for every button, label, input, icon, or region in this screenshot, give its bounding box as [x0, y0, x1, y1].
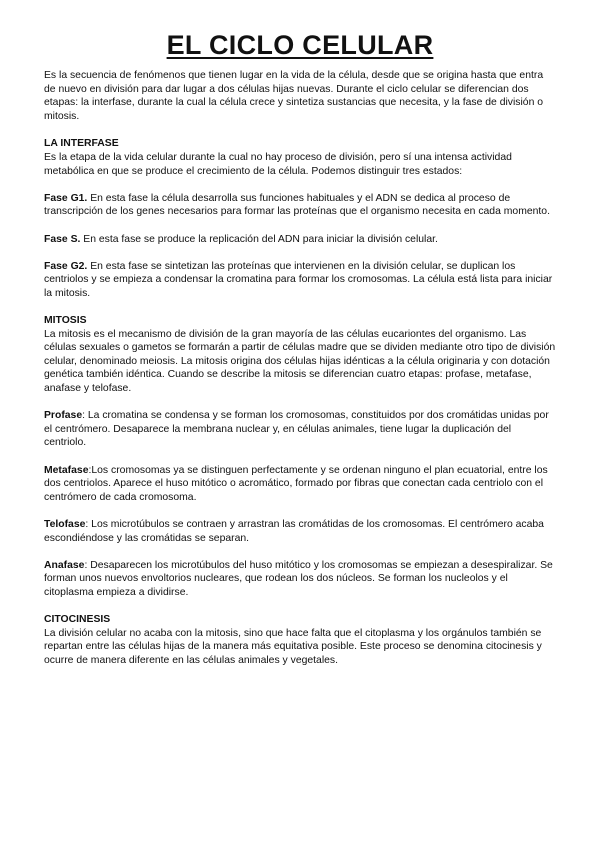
- metafase-term: Metafase: [44, 464, 89, 476]
- anafase-term: Anafase: [44, 559, 85, 571]
- section-heading-mitosis: MITOSIS: [44, 315, 87, 327]
- section-heading-citocinesis: CITOCINESIS: [44, 614, 111, 626]
- interfase-paragraph: Es la etapa de la vida celular durante la cual no hay proceso de división, pero sí una intensa actividad metabólica en que se produce el crecimiento de la célula. Podemos distinguir tres estados:: [44, 151, 512, 177]
- fase-s-term: Fase S.: [44, 233, 81, 245]
- fase-s-paragraph: [44, 233, 556, 247]
- metafase-paragraph: [44, 464, 556, 505]
- metafase-text: :Los cromosomas ya se distinguen perfectamente y se ordenan ninguno el plan ecuatorial, entre los dos centriolos. Aparece el huso mitótico o acromático, formado por fibras que conectan cada centriolo con el centrómero de cada cromosoma.: [44, 464, 548, 503]
- telofase-term: Telofase: [44, 519, 86, 530]
- profase-paragraph: [44, 409, 556, 450]
- section-interfase: [44, 137, 556, 300]
- profase-term: Profase: [44, 410, 83, 422]
- fase-g1-paragraph: [44, 192, 556, 219]
- fase-g1-text: En esta fase la célula desarrolla sus funciones habituales y el ADN se dedica al proceso de transcripción de los genes necesarios para formar las proteínas que el organismo necesita en cada momento.: [44, 192, 550, 218]
- intro-paragraph: Es la secuencia de fenómenos que tienen lugar en la vida de la célula, desde que se origina hasta que entra de nuevo en división para dar lugar a dos células hijas nuevas. Durante el ciclo celular se diferencian dos etapas: la interfase, durante la cual la célula crece y sintetiza sustancias que necesita, y la fase de división o mitosis.: [44, 70, 544, 122]
- profase-text: : La cromatina se condensa y se forman los cromosomas, constituidos por dos cromátidas unidas por el centrómero. Desaparece la membrana nuclear y, en células animales, tiene lugar la duplicación del centriolo.: [44, 410, 549, 449]
- mitosis-paragraph: La mitosis es el mecanismo de división de la gran mayoría de las células eucariontes del organismo. Las células sexuales o gametos se formarán a partir de células madre que se dividen mediante otro tipo de división celular, denominado meiosis. La mitosis origina dos células hijas idénticas a la célula originaria y con dotación genética también idéntica. Cuando se describe la mitosis se diferencian cuatro etapas: profase, metafase, anafase y telofase.: [44, 328, 556, 395]
- anafase-paragraph: [44, 559, 556, 600]
- fase-g2-term: Fase G2.: [44, 260, 88, 272]
- section-mitosis: [44, 314, 556, 599]
- anafase-text: : Desaparecen los microtúbulos del huso mitótico y los cromosomas se empiezan a desespiralizar. Se forman unos nuevos envoltorios nucleares, que rodean los dos núcleos. Se forman los nucleolos y el citoplasma empieza a dividirse.: [44, 559, 553, 598]
- fase-s-text: En esta fase se produce la replicación del ADN para iniciar la división celular.: [80, 233, 438, 245]
- section-heading-interfase: LA INTERFASE: [44, 138, 119, 150]
- fase-g1-term: Fase G1.: [44, 192, 88, 204]
- page-title: EL CICLO CELULAR: [166, 30, 434, 60]
- section-citocinesis: [44, 613, 556, 667]
- telofase-text: : Los microtúbulos se contraen y arrastran las cromátidas de los cromosomas. El centrómero acaba escondiéndose y las cromátidas se separan.: [44, 519, 544, 544]
- telofase-paragraph: [44, 518, 556, 545]
- fase-g2-text: En esta fase se sintetizan las proteínas que intervienen en la división celular, se duplican los centriolos y se empieza a condensar la cromatina para formar los cromosomas. La célula está lista para iniciar la mitosis.: [44, 260, 553, 299]
- citocinesis-paragraph: La división celular no acaba con la mitosis, sino que hace falta que el citoplasma y los orgánulos también se repartan entre las células hijas de la manera más equitativa posible. Este proceso se denomina citocinesis y ocurre de manera diferente en las células animales y vegetales.: [44, 627, 542, 666]
- fase-g2-paragraph: [44, 260, 556, 301]
